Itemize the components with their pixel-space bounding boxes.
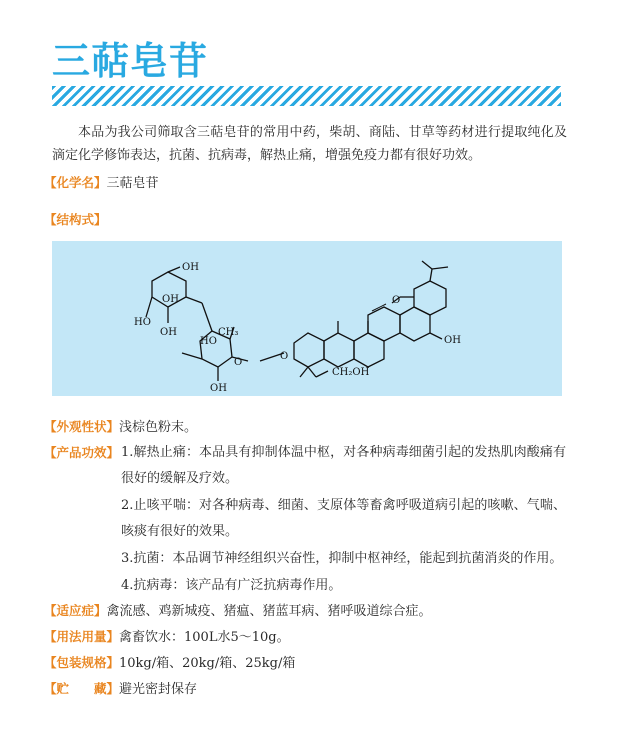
indications-value: 禽流感、鸡新城疫、猪瘟、猪蓝耳病、猪呼吸道综合症。 <box>106 604 432 619</box>
page-title: 三萜皂苷 <box>52 39 209 83</box>
chemical-name-value: 三萜皂苷 <box>106 176 159 191</box>
intro-paragraph: 本品为我公司筛取含三萜皂苷的常用中药，柴胡、商陆、甘草等药材进行提取纯化及滴定化学修饰表达，抗菌、抗病毒，解热止痛，增强免疫力都有很好功效。 <box>52 125 567 163</box>
appearance-label: 【外观性状】 <box>44 419 120 434</box>
storage-label: 【贮 藏】 <box>44 681 120 696</box>
packaging-label: 【包装规格】 <box>44 655 120 670</box>
efficacy-item: 2.止咳平喘：对各种病毒、细菌、支原体等畜禽呼吸道病引起的咳嗽、气喘、咳痰有很好的效果。 <box>121 498 566 539</box>
structure-diagram <box>52 241 562 396</box>
appearance-value: 浅棕色粉末。 <box>119 420 198 435</box>
atom-o-3: O <box>392 295 401 306</box>
structure-label: 【结构式】 <box>44 212 107 227</box>
atom-ch2oh: CH₂OH <box>332 367 370 378</box>
efficacy-label: 【产品功效】 <box>44 445 120 460</box>
atom-o-2: O <box>280 351 289 362</box>
appearance-row <box>44 416 197 439</box>
atom-ho-1: HO <box>134 317 151 328</box>
atom-oh-1: OH <box>182 262 199 273</box>
chemical-name-label: 【化学名】 <box>44 175 107 190</box>
chemical-name-row <box>44 172 159 195</box>
decorative-hatch-bar <box>52 86 561 106</box>
efficacy-item: 4.抗病毒：该产品有广泛抗病毒作用。 <box>121 578 342 593</box>
efficacy-block <box>44 440 566 600</box>
atom-ch3: CH₃ <box>218 327 239 338</box>
usage-value: 禽畜饮水：100L水5～10g。 <box>119 630 290 645</box>
structure-row <box>44 209 107 232</box>
atom-oh-3: OH <box>160 327 177 338</box>
atom-o-1: O <box>234 357 243 368</box>
indications-label: 【适应症】 <box>44 603 107 618</box>
packaging-row <box>44 652 295 675</box>
formula-bonds <box>146 261 448 381</box>
atom-ho-2: HO <box>200 336 217 347</box>
structure-formula-svg <box>52 241 562 396</box>
atom-oh-4: OH <box>210 383 227 394</box>
efficacy-item: 3.抗菌：本品调节神经组织兴奋性，抑制中枢神经，能起到抗菌消炎的作用。 <box>121 551 563 566</box>
efficacy-item: 1.解热止痛：本品具有抑制体温中枢，对各种病毒细菌引起的发热肌肉酸痛有很好的缓解及疗效。 <box>121 445 566 486</box>
efficacy-list <box>121 440 566 599</box>
usage-row <box>44 626 290 649</box>
indications-row <box>44 600 432 623</box>
storage-value: 避光密封保存 <box>119 682 198 697</box>
storage-row <box>44 678 197 701</box>
atom-oh-5: OH <box>444 335 461 346</box>
usage-label: 【用法用量】 <box>44 629 120 644</box>
atom-oh-2: OH <box>162 294 179 305</box>
packaging-value: 10kg/箱、20kg/箱、25kg/箱 <box>119 656 296 671</box>
